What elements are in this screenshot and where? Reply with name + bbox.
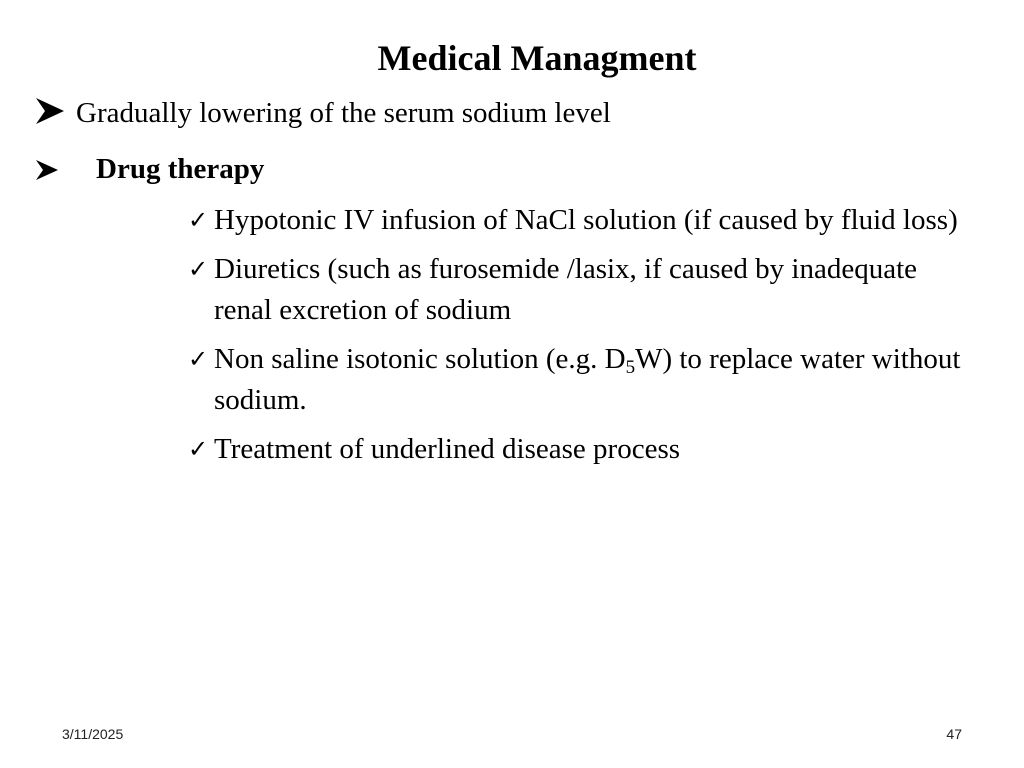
checkmark-icon: ✓ (188, 345, 209, 373)
footer-date: 3/11/2025 (62, 726, 124, 742)
list-item-text: Treatment of underlined disease process (214, 433, 681, 465)
checkmark-icon: ✓ (188, 206, 209, 234)
list-item (188, 339, 968, 421)
list-item-text: Hypotonic IV infusion of NaCl solution (if caused by fluid loss) (214, 204, 958, 236)
drug-therapy-list (188, 200, 968, 478)
bullet-gradual-lowering (36, 96, 611, 130)
bullet-text: Gradually lowering of the serum sodium level (76, 97, 611, 129)
checkmark-icon: ✓ (188, 255, 209, 283)
arrow-bullet-icon (36, 155, 58, 188)
list-item-text-start: Non saline isotonic solution (e.g. D (214, 343, 626, 375)
list-item-text: Diuretics (such as furosemide /lasix, if caused by inadequate renal excretion of sodium (214, 253, 918, 326)
slide-title: Medical Managment (377, 38, 697, 78)
bullet-text: Drug therapy (96, 153, 265, 185)
list-item (188, 200, 968, 241)
list-item (188, 249, 968, 331)
page-number: 47 (946, 726, 962, 742)
subscript: 5 (625, 357, 636, 378)
bullet-drug-therapy (36, 153, 264, 186)
checkmark-icon: ✓ (188, 435, 209, 463)
list-item (188, 429, 968, 470)
arrow-bullet-icon (36, 98, 64, 132)
list-item-text (214, 343, 960, 416)
list-item-text-end: W) to replace water without sodium. (214, 343, 961, 416)
